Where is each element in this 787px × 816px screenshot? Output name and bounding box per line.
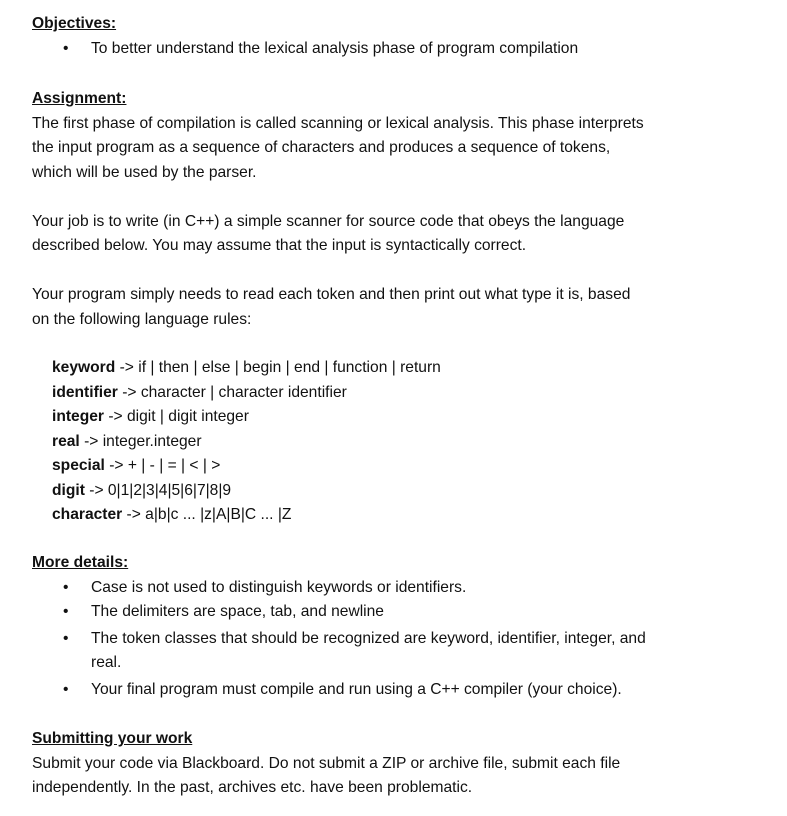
list-item: • The delimiters are space, tab, and newline — [32, 600, 767, 625]
paragraph-line: The first phase of compilation is called scanning or lexical analysis. This phase interprets — [32, 114, 644, 132]
submitting-heading: Submitting your work — [32, 730, 193, 747]
objectives-heading: Objectives: — [32, 15, 117, 32]
grammar-rule: real -> integer.integer — [52, 432, 202, 450]
details-section — [32, 551, 767, 702]
grammar-rule: special -> + | - | = | < | > — [52, 457, 221, 474]
paragraph-line: Submit your code via Blackboard. Do not submit a ZIP or archive file, submit each file — [32, 754, 621, 772]
grammar-rule: identifier -> character | character identifier — [52, 383, 347, 401]
grammar-rule: character -> a|b|c ... |z|A|B|C ... |Z — [52, 506, 292, 523]
bullet-icon: • — [63, 603, 69, 620]
paragraph-line: which will be used by the parser. — [32, 163, 257, 181]
bullet-icon: • — [63, 39, 69, 57]
list-item: • Case is not used to distinguish keywords or identifiers. — [32, 576, 767, 601]
paragraph-line: Your job is to write (in C++) a simple scanner for source code that obeys the language — [32, 212, 625, 230]
list-item: • To better understand the lexical analysis phase of program compilation — [32, 37, 767, 62]
bullet-icon: • — [63, 578, 69, 596]
grammar-rule: keyword -> if | then | else | begin | end | function | return — [52, 359, 441, 376]
assignment-heading: Assignment: — [32, 90, 127, 107]
grammar-rule: integer -> digit | digit integer — [52, 408, 249, 425]
paragraph-line: described below. You may assume that the input is syntactically correct. — [32, 237, 527, 254]
grammar-rule: digit -> 0|1|2|3|4|5|6|7|8|9 — [52, 481, 232, 499]
paragraph-line: Your program simply needs to read each token and then print out what type it is, based — [32, 286, 631, 303]
paragraph-line: on the following language rules: — [32, 310, 252, 328]
details-heading: More details: — [32, 554, 129, 571]
submitting-section — [32, 727, 767, 801]
assignment-section — [32, 87, 767, 332]
grammar-rules — [32, 356, 767, 528]
objectives-section — [32, 12, 767, 61]
paragraph-line: independently. In the past, archives etc. have been problematic. — [32, 779, 473, 796]
list-item: • The token classes that should be recognized are keyword, identifier, integer, and — [32, 627, 767, 652]
paragraph-line: the input program as a sequence of characters and produces a sequence of tokens, — [32, 139, 611, 156]
list-item: • Your final program must compile and run using a C++ compiler (your choice). — [32, 678, 767, 703]
list-item-continuation: real. — [91, 654, 122, 671]
bullet-icon: • — [63, 629, 69, 647]
bullet-icon: • — [63, 680, 69, 698]
